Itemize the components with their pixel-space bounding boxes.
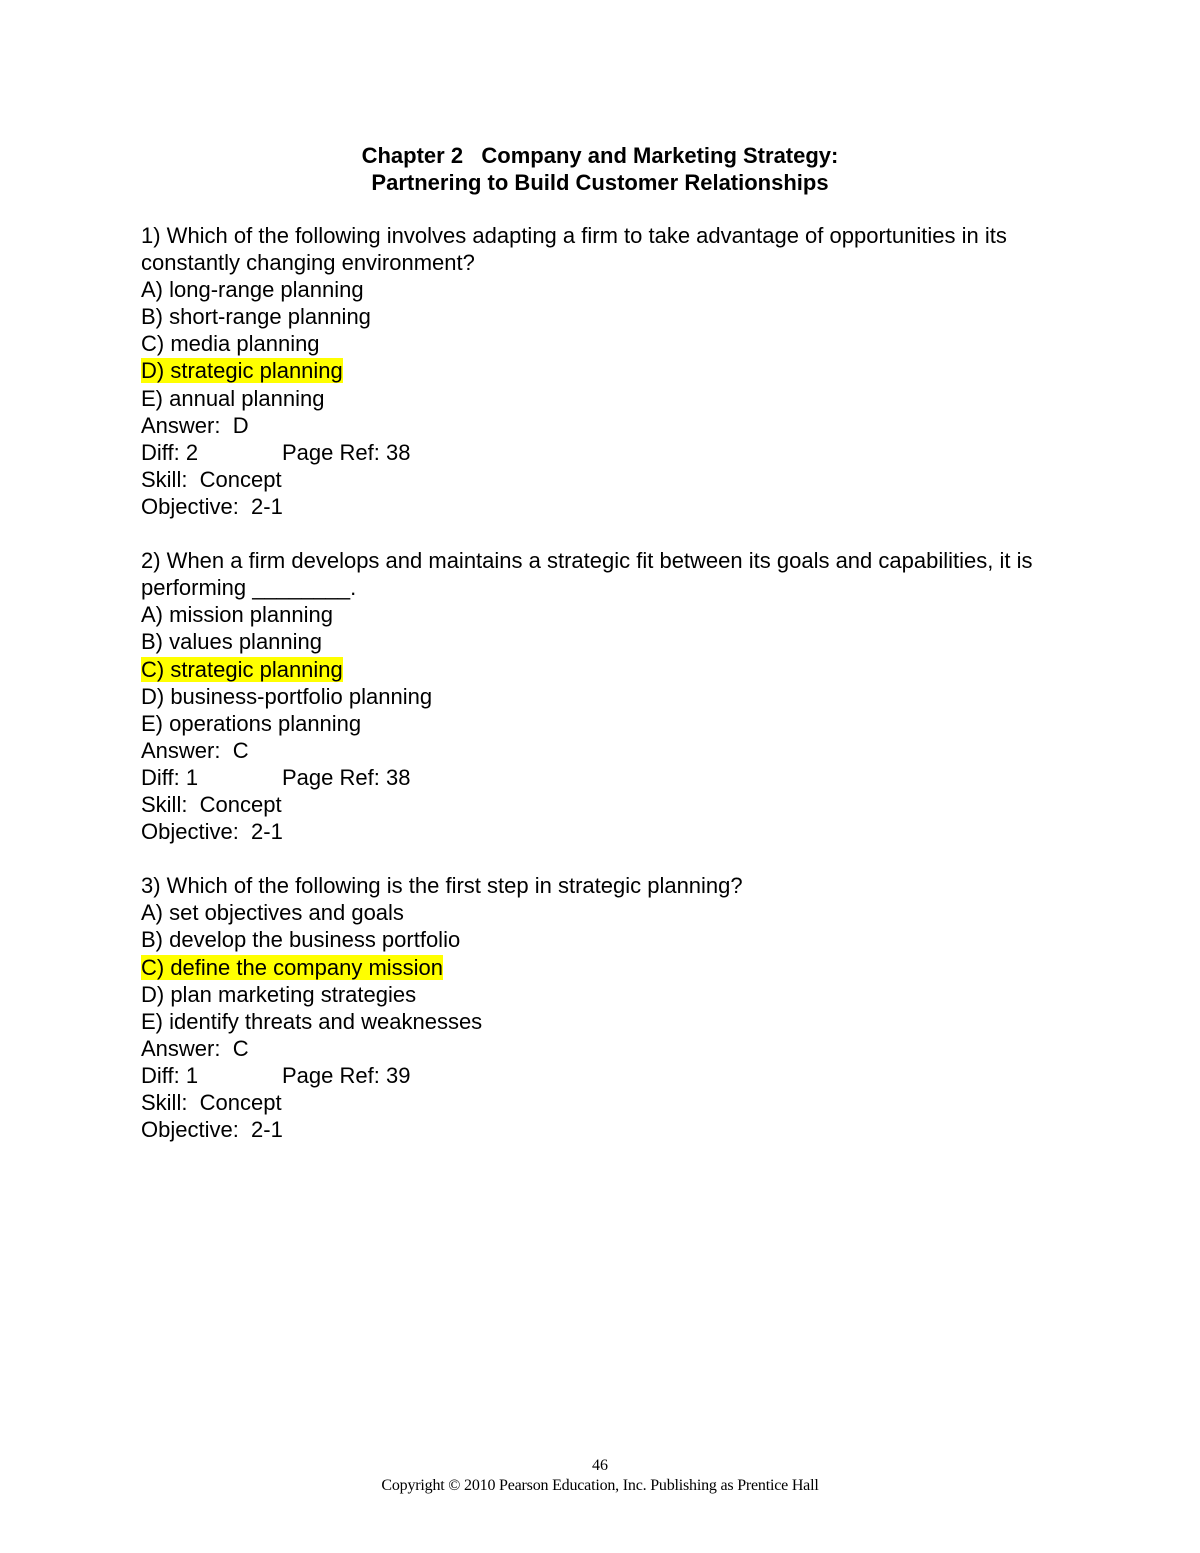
answer-line: Answer: C xyxy=(141,737,249,763)
copyright-notice: Copyright © 2010 Pearson Education, Inc. Publishing as Prentice Hall xyxy=(381,1477,819,1494)
option-b: B) values planning xyxy=(141,629,323,655)
skill-line: Skill: Concept xyxy=(141,1090,282,1115)
option-c-correct xyxy=(141,954,1081,981)
skill-line: Skill: Concept xyxy=(141,791,282,817)
chapter-title-line-2: Partnering to Build Customer Relationships xyxy=(371,170,829,195)
option-c-correct xyxy=(141,656,1081,683)
option-a: A) long-range planning xyxy=(141,277,364,303)
option-d: D) plan marketing strategies xyxy=(141,981,417,1007)
question-stem: 3) Which of the following is the first step in strategic planning? xyxy=(141,873,743,899)
objective-line: Objective: 2-1 xyxy=(141,1117,283,1143)
difficulty-row xyxy=(141,439,1081,466)
option-d-correct xyxy=(141,357,1081,384)
option-e: E) operations planning xyxy=(141,710,362,736)
skill-line: Skill: Concept xyxy=(141,466,282,492)
chapter-title-line-1: Chapter 2 Company and Marketing Strategy: xyxy=(361,143,839,168)
difficulty: Diff: 2 xyxy=(141,439,199,465)
option-b: B) short-range planning xyxy=(141,304,371,330)
objective-line: Objective: 2-1 xyxy=(141,493,283,519)
answer-line: Answer: D xyxy=(141,412,249,438)
page-ref: Page Ref: 39 xyxy=(282,1062,411,1088)
question-2 xyxy=(141,547,1081,845)
question-stem: 1) Which of the following involves adapting a firm to take advantage of opportunities in its constantly changing environment? xyxy=(141,223,1007,276)
objective-line: Objective: 2-1 xyxy=(141,819,283,845)
answer-line: Answer: C xyxy=(141,1035,249,1061)
question-1 xyxy=(141,222,1081,520)
option-a: A) mission planning xyxy=(141,602,333,628)
option-d: D) business-portfolio planning xyxy=(141,683,433,709)
option-a: A) set objectives and goals xyxy=(141,900,404,926)
difficulty-row xyxy=(141,764,1081,791)
option-e: E) annual planning xyxy=(141,385,325,411)
question-3 xyxy=(141,872,1081,1143)
option-e: E) identify threats and weaknesses xyxy=(141,1008,483,1034)
page-ref: Page Ref: 38 xyxy=(282,439,411,465)
option-c: C) media planning xyxy=(141,331,320,357)
question-stem: 2) When a firm develops and maintains a strategic fit between its goals and capabilities, it is performing ________. xyxy=(141,548,1033,601)
page-ref: Page Ref: 38 xyxy=(282,764,411,790)
correct-answer-highlight: C) define the company mission xyxy=(141,954,444,980)
difficulty: Diff: 1 xyxy=(141,1062,199,1088)
difficulty-row xyxy=(141,1062,1081,1089)
difficulty: Diff: 1 xyxy=(141,764,199,790)
option-b: B) develop the business portfolio xyxy=(141,927,461,953)
correct-answer-highlight: C) strategic planning xyxy=(141,656,343,682)
page-number: 46 xyxy=(592,1457,608,1474)
correct-answer-highlight: D) strategic planning xyxy=(141,358,343,384)
question-list xyxy=(141,222,1081,1170)
